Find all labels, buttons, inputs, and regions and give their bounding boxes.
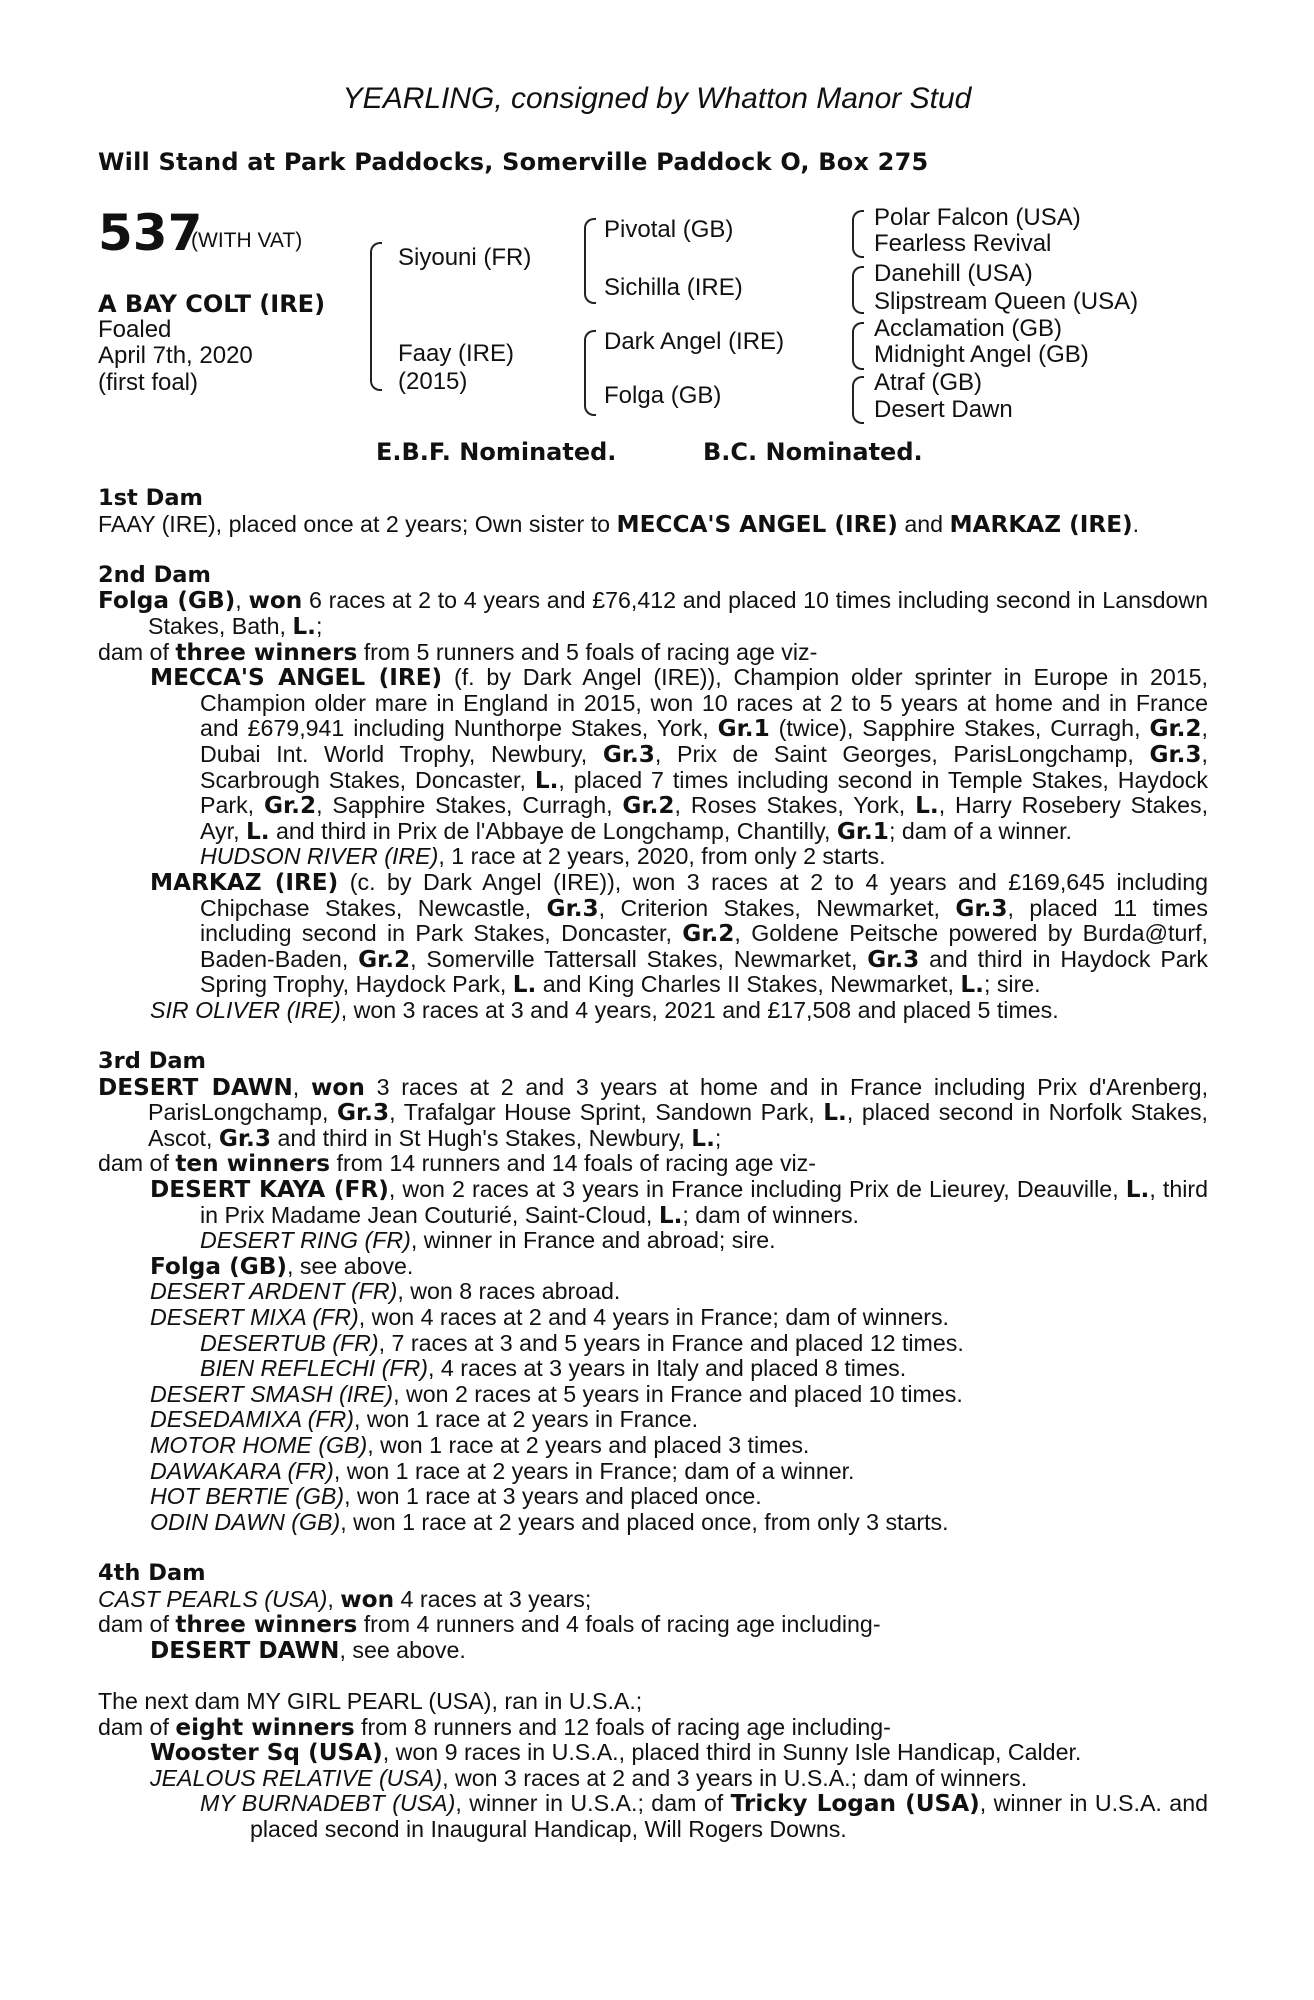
dawakara-entry: DAWAKARA (FR), won 1 race at 2 years in France; dam of a winner. — [150, 1457, 855, 1484]
pedigree-brace-g3 — [852, 322, 864, 370]
pedigree-brace-sire — [584, 218, 596, 304]
lot-number: 537 — [98, 204, 203, 262]
jealous-relative-entry: JEALOUS RELATIVE (USA), won 3 races at 2 and 3 years in U.S.A.; dam of winners. — [150, 1764, 1028, 1791]
next-dam-line: The next dam MY GIRL PEARL (USA), ran in U.S.A.; — [98, 1687, 643, 1714]
bc-nomination: B.C. Nominated. — [703, 438, 923, 466]
desedamixa-entry: DESEDAMIXA (FR), won 1 race at 2 years in France. — [150, 1406, 699, 1433]
markaz-entry: MARKAZ (IRE) (c. by Dark Angel (IRE)), won 3 races at 2 to 4 years and £169,645 including Chipchase Stakes, Newcastle, Gr.3, Criterion Stakes, Newmarket, Gr.3, placed 11 times including second in Park Stakes, Doncaster, Gr.2, Goldene Peitsche powered by Burda@turf, Baden-Baden, Gr.2, Somerville Tattersall Stakes, Newmarket, Gr.3 and third in Haydock Park Spring Trophy, Haydock Park, L. and King Charles II Stakes, Newmarket, L.; sire. — [150, 868, 1208, 999]
desert-mixa-entry: DESERT MIXA (FR), won 4 races at 2 and 4 years in France; dam of winners. — [150, 1304, 949, 1330]
pedigree-brace-dam — [584, 330, 596, 416]
pedigree-gg2: Fearless Revival — [874, 230, 1052, 257]
pedigree-brace-main — [370, 242, 382, 391]
desertub-entry: DESERTUB (FR), 7 races at 3 and 5 years in France and placed 12 times. — [200, 1329, 964, 1356]
folga-entry: Folga (GB), see above. — [150, 1252, 414, 1280]
pedigree-gg1: Polar Falcon (USA) — [874, 204, 1081, 231]
stand-location: Will Stand at Park Paddocks, Somerville Paddock O, Box 275 — [98, 148, 929, 176]
pedigree-brace-g2 — [852, 266, 864, 314]
desert-ring-entry: DESERT RING (FR), winner in France and abroad; sire. — [200, 1227, 776, 1254]
pedigree-gg8: Desert Dawn — [874, 396, 1013, 423]
pedigree-dam: Faay (IRE) — [398, 340, 515, 367]
desert-kaya-entry: DESERT KAYA (FR), won 2 races at 3 years in France including Prix de Lieurey, Deauville, L., third in Prix Madame Jean Couturié, Saint-Cloud, L.; dam of winners. — [150, 1176, 1208, 1229]
dam3-text: DESERT DAWN, won 3 races at 2 and 3 years at home and in France including Prix d'Arenberg, ParisLongchamp, Gr.3, Trafalgar House Sprint, Sandown Park, L., placed second in Norfolk Stakes, Ascot, Gr.3 and third in St Hugh's Stakes, Newbury, L.; — [98, 1073, 1209, 1152]
vat-note: (WITH VAT) — [191, 229, 303, 252]
desert-ardent-entry: DESERT ARDENT (FR), won 8 races abroad. — [150, 1278, 621, 1305]
desert-dawn-entry: DESERT DAWN, see above. — [150, 1636, 466, 1664]
my-burnadebt-entry: MY BURNADEBT (USA), winner in U.S.A.; dam of Tricky Logan (USA), winner in U.S.A. and placed second in Inaugural Handicap, Will Rogers Downs. — [200, 1790, 1208, 1842]
first-foal-note: (first foal) — [98, 369, 199, 396]
foaled-date: April 7th, 2020 — [98, 342, 253, 369]
dam1-text: FAAY (IRE), placed once at 2 years; Own sister to MECCA'S ANGEL (IRE) and MARKAZ (IRE). — [98, 510, 1140, 538]
dam3-heading: 3rd Dam — [98, 1048, 206, 1075]
hot-bertie-entry: HOT BERTIE (GB), won 1 race at 3 years and placed once. — [150, 1483, 762, 1510]
bien-reflechi-entry: BIEN REFLECHI (FR), 4 races at 3 years in Italy and placed 8 times. — [200, 1355, 907, 1382]
motor-home-entry: MOTOR HOME (GB), won 1 race at 2 years and placed 3 times. — [150, 1431, 810, 1458]
dam4-produce: dam of three winners from 4 runners and 4 foals of racing age including- — [98, 1611, 881, 1639]
sir-oliver-entry: SIR OLIVER (IRE), won 3 races at 3 and 4 years, 2021 and £17,508 and placed 5 times. — [150, 996, 1059, 1023]
pedigree-dam-year: (2015) — [398, 368, 468, 395]
ebf-nomination: E.B.F. Nominated. — [376, 438, 617, 466]
pedigree-sire-sire: Pivotal (GB) — [604, 216, 734, 243]
horse-name: A BAY COLT (IRE) — [98, 290, 326, 318]
wooster-sq-entry: Wooster Sq (USA), won 9 races in U.S.A., placed third in Sunny Isle Handicap, Calder. — [150, 1739, 1082, 1767]
pedigree-sire: Siyouni (FR) — [398, 244, 532, 271]
dam1-heading: 1st Dam — [98, 485, 203, 511]
page-title: YEARLING, consigned by Whatton Manor Stud — [342, 82, 972, 115]
pedigree-dam-dam: Folga (GB) — [604, 382, 722, 409]
pedigree-notes — [98, 486, 1208, 1842]
dam2-produce: dam of three winners from 5 runners and 5 foals of racing age viz- — [98, 638, 818, 666]
pedigree-gg3: Danehill (USA) — [874, 260, 1033, 287]
dam2-heading: 2nd Dam — [98, 561, 211, 588]
pedigree-gg5: Acclamation (GB) — [874, 315, 1063, 342]
dam4-heading: 4th Dam — [98, 1559, 206, 1586]
odin-dawn-entry: ODIN DAWN (GB), won 1 race at 2 years and placed once, from only 3 starts. — [150, 1508, 949, 1535]
foaled-label: Foaled — [98, 316, 172, 343]
pedigree-gg6: Midnight Angel (GB) — [874, 341, 1089, 368]
dam3-produce: dam of ten winners from 14 runners and 14 foals of racing age viz- — [98, 1150, 817, 1178]
hudson-river-entry: HUDSON RIVER (IRE), 1 race at 2 years, 2020, from only 2 starts. — [200, 843, 886, 870]
dam2-text: Folga (GB), won 6 races at 2 to 4 years and £76,412 and placed 10 times including second in Lansdown Stakes, Bath, L.; — [98, 587, 1209, 640]
mecca-angel-entry: MECCA'S ANGEL (IRE) (f. by Dark Angel (IRE)), Champion older sprinter in Europe in 2015, Champion older mare in England in 2015, won 10 races at 2 to 5 years at home and in France and £679,941 including Nunthorpe Stakes, York, Gr.1 (twice), Sapphire Stakes, Curragh, Gr.2, Dubai Int. World Trophy, Newbury, Gr.3, Prix de Saint Georges, ParisLongchamp, Gr.3, Scarbrough Stakes, Doncaster, L., placed 7 times including second in Temple Stakes, Haydock Park, Gr.2, Sapphire Stakes, Curragh, Gr.2, Roses Stakes, York, L., Harry Rosebery Stakes, Ayr, L. and third in Prix de l'Abbaye de Longchamp, Chantilly, Gr.1; dam of a winner. — [150, 664, 1209, 845]
dam4-text: CAST PEARLS (USA), won 4 races at 3 years; — [98, 1585, 592, 1613]
pedigree-sire-dam: Sichilla (IRE) — [604, 274, 743, 301]
pedigree-brace-g4 — [852, 376, 864, 424]
pedigree-gg4: Slipstream Queen (USA) — [874, 288, 1139, 315]
next-dam-produce: dam of eight winners from 8 runners and 12 foals of racing age including- — [98, 1713, 891, 1741]
desert-smash-entry: DESERT SMASH (IRE), won 2 races at 5 years in France and placed 10 times. — [150, 1380, 963, 1407]
pedigree-brace-g1 — [852, 210, 864, 258]
pedigree-gg7: Atraf (GB) — [874, 369, 983, 396]
pedigree-dam-sire: Dark Angel (IRE) — [604, 328, 785, 355]
